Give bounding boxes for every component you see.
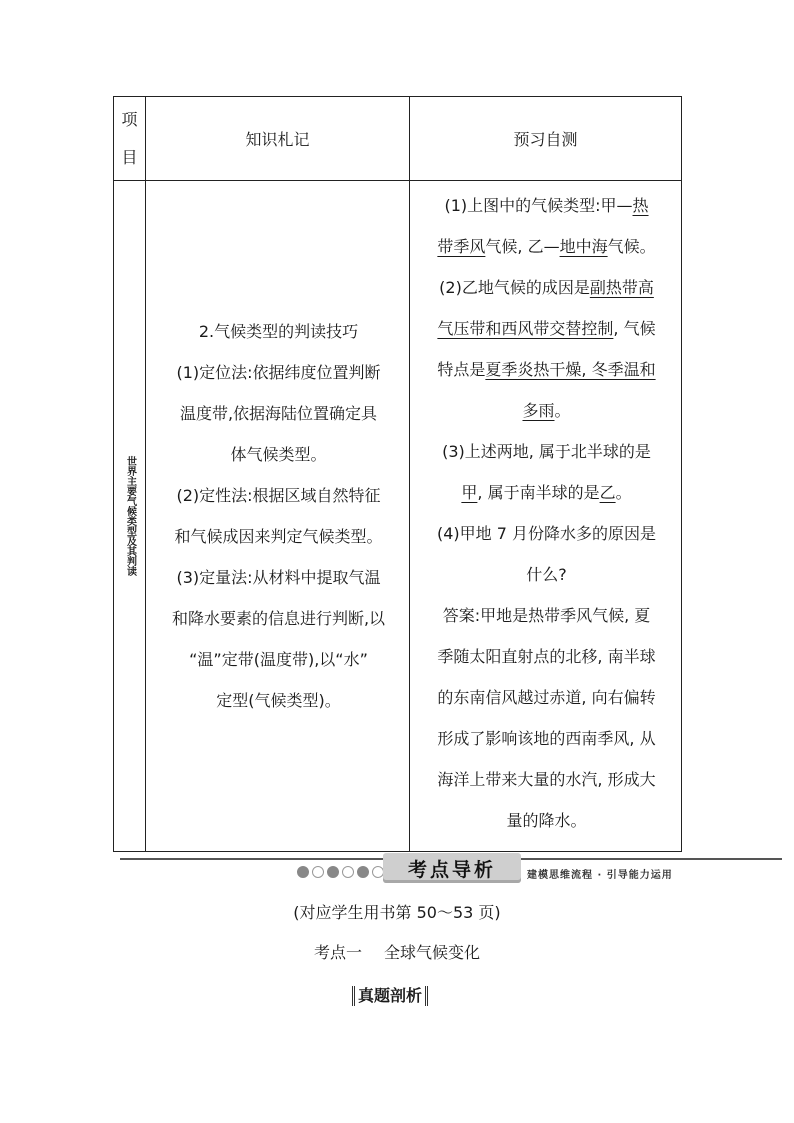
dot-icon (312, 866, 324, 878)
q4-line1: (4)甲地 7 月份降水多的原因是 (436, 524, 657, 543)
header-item-line2: 目 (121, 147, 138, 167)
q1-line1: (1)上图中的气候类型:甲—热 (444, 196, 649, 215)
q3-line1: (3)上述两地, 属于北半球的是 (442, 442, 651, 461)
header-selftest: 预习自测 (410, 97, 682, 181)
q1-line2: 带季风气候, 乙—地中海气候。 (437, 237, 656, 256)
header-knowledge: 知识札记 (146, 97, 410, 181)
dot-icon (297, 866, 309, 878)
knowledge-cell (146, 181, 410, 852)
knowledge-line: (3)定量法:从材料中提取气温 (176, 568, 381, 587)
decorative-dots (297, 866, 384, 880)
knowledge-line: (1)定位法:依据纬度位置判断 (176, 363, 381, 382)
knowledge-table (113, 96, 682, 852)
q2-line3: 特点是夏季炎热干燥, 冬季温和 (437, 360, 656, 379)
answer-blank: 副热带高 (589, 278, 654, 297)
answer-line: 海洋上带来大量的水汽, 形成大 (437, 770, 656, 789)
knowledge-line: 定型(气候类型)。 (216, 691, 341, 710)
answer-line: 答案:甲地是热带季风气候, 夏 (442, 606, 651, 625)
q2-line1: (2)乙地气候的成因是副热带高 (439, 278, 654, 297)
knowledge-line: 和气候成因来判定气候类型。 (174, 527, 383, 546)
knowledge-line: 和降水要素的信息进行判断,以 (171, 609, 386, 628)
knowledge-line: 体气候类型。 (230, 445, 327, 464)
answer-blank: 热 (632, 196, 649, 215)
q2-line2: 气压带和西风带交替控制, 气候 (437, 319, 656, 338)
header-item-cell (114, 97, 146, 181)
answer-line: 季随太阳直射点的北移, 南半球 (437, 647, 656, 666)
dot-icon (342, 866, 354, 878)
selftest-cell (410, 181, 682, 852)
kaodian-name: 全球气候变化 (384, 943, 481, 962)
knowledge-line: (2)定性法:根据区域自然特征 (176, 486, 381, 505)
answer-blank: 气压带和西风带交替控制 (437, 319, 614, 338)
section-tag: 真题剖析 (352, 986, 428, 1006)
answer-blank: 夏季炎热干燥, 冬季温和 (485, 360, 656, 379)
knowledge-line: “温”定带(温度带),以“水” (189, 650, 368, 669)
answer-blank: 乙 (599, 483, 616, 502)
q2-line4: 多雨。 (522, 401, 571, 420)
dot-icon (357, 866, 369, 878)
answer-blank: 地中海 (559, 237, 608, 256)
kaodian-label: 考点一 (313, 943, 362, 962)
answer-blank: 甲 (461, 483, 478, 502)
kaodian-heading (0, 940, 794, 963)
knowledge-line: 2.气候类型的判读技巧 (198, 322, 359, 341)
dot-icon (327, 866, 339, 878)
knowledge-line: 温度带,依据海陆位置确定具 (179, 404, 378, 423)
section-banner-title: 考点导析 (383, 853, 521, 883)
table-body-row (114, 181, 682, 852)
row-label: 世界主要气候类型及其判读 (124, 456, 136, 576)
row-label-cell (114, 181, 146, 852)
header-item-line1: 项 (121, 109, 138, 129)
answer-line: 形成了影响该地的西南季风, 从 (437, 729, 656, 748)
answer-blank: 多雨 (522, 401, 555, 420)
q3-line2: 甲, 属于南半球的是乙。 (461, 483, 632, 502)
table-header-row (114, 97, 682, 181)
answer-blank: 带季风 (437, 237, 486, 256)
answer-line: 量的降水。 (506, 811, 587, 830)
page-reference: (对应学生用书第 50～53 页) (293, 903, 501, 922)
section-banner-tagline: 建模思维流程 · 引导能力运用 (527, 870, 673, 881)
answer-line: 的东南信风越过赤道, 向右偏转 (437, 688, 656, 707)
q4-line2: 什么? (526, 565, 567, 584)
